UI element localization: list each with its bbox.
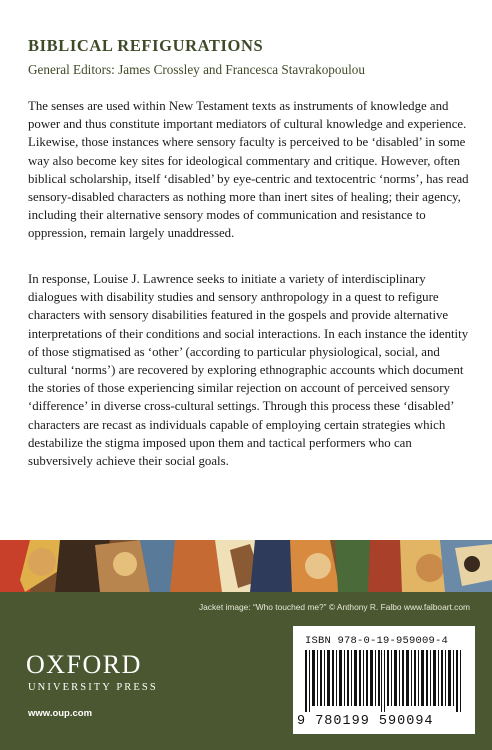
- blurb-paragraph-2: In response, Louise J. Lawrence seeks to initiate a variety of interdisciplinary dialogues with disability studies and sensory anthropology in a quest to refigure characters with sensory disabilities featured in the gospels and provide alternative interpretations of their conditions and social interactions. In each instance the identity of those stigmatised as ‘other’ (according to particular physiological, social, and cultural ‘norms’) are recovered by exploring ethnographic accounts which document the stories of those experiencing similar rejection on account of perceived sensory ‘difference’ in diverse cross-cultural settings. Through this process these ‘disabled’ characters are recast as individuals capable of employing certain strategies which destabilize the stigma imposed upon them and tactical performers who can subversively achieve their social goals.: [28, 272, 469, 469]
- barcode-box: [293, 626, 475, 734]
- publisher-logo-main: OXFORD: [26, 650, 142, 679]
- publisher-url[interactable]: www.oup.com: [28, 708, 93, 719]
- barcode-bars: [305, 650, 463, 712]
- jacket-credit: Jacket image: “Who touched me?” © Anthony R. Falbo www.falboart.com: [198, 602, 470, 612]
- blurb-paragraph-1: The senses are used within New Testament texts as instruments of knowledge and power and thus constitute important mediators of cultural knowledge and experience. Likewise, those instances where sensory faculty is perceived to be ‘disabled’ in some way also become key sites for ideological commentary and critique. However, often biblical scholarship, itself ‘disabled’ by eye-centric and textocentric ‘norms’, has read sensory-disabled characters as nothing more than inert sites of healing; their agency, including their alternative sensory modes of communication and resistance to oppression, remain largely unaddressed.: [28, 99, 469, 241]
- isbn-label: ISBN 978-0-19-959009-4: [305, 635, 449, 647]
- series-editors: General Editors: James Crossley and Francesca Stavrakopoulou: [28, 62, 365, 77]
- jacket-artwork-image: [0, 540, 492, 592]
- publisher-logo-subtitle: UNIVERSITY PRESS: [28, 682, 158, 693]
- barcode-digits: 9 780199 590094: [297, 714, 434, 729]
- series-title: BIBLICAL REFIGURATIONS: [28, 36, 264, 55]
- jacket-artwork: [0, 540, 492, 592]
- footer-panel: [0, 592, 492, 750]
